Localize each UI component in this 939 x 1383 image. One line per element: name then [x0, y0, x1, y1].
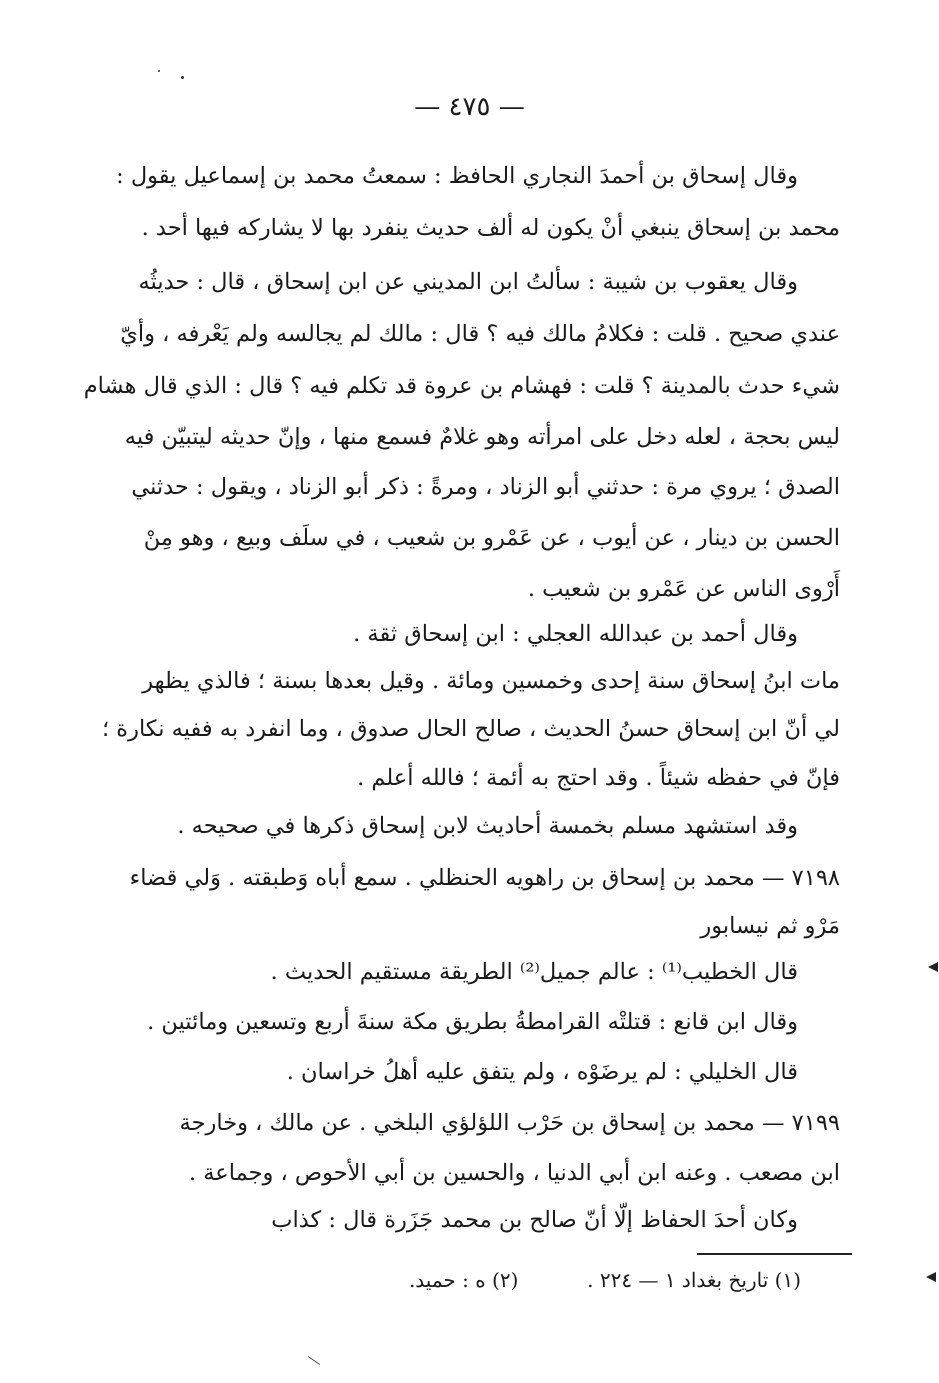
- text-line: وقال أحمد بن عبدالله العجلي : ابن إسحاق ثقة .: [353, 621, 798, 647]
- scan-scratch: [308, 1356, 320, 1365]
- text-line: شيء حدث بالمدينة ؟ قلت : فهشام بن عروة قد تكلم فيه ؟ قال : الذي قال هشام: [83, 373, 840, 399]
- text-line: قال الخطيب⁽¹⁾ : عالم جميل⁽²⁾ الطريقة مستقيم الحديث .: [270, 959, 798, 985]
- scan-speck: [181, 76, 184, 79]
- text-line: قال الخليلي : لم يرضَوْه ، ولم يتفق عليه أهلُ خراسان .: [286, 1059, 798, 1085]
- text-line: أَرْوى الناس عن عَمْرو بن شعيب .: [527, 576, 840, 602]
- text-line: لي أنّ ابن إسحاق حسنُ الحديث ، صالح الحال صدوق ، وما انفرد به ففيه نكارة ؛: [101, 716, 840, 742]
- text-line: مَرْو ثم نيسابور: [700, 913, 840, 939]
- text-line: وقال ابن قانع : قتلتْه القرامطةُ بطريق مكة سنةَ أربع وتسعين ومائتين .: [147, 1009, 798, 1035]
- text-line: الصدق ؛ يروي مرة : حدثني أبو الزناد ، ومرةً : ذكر أبو الزناد ، ويقول : حدثني: [131, 474, 840, 500]
- margin-mark: [926, 1272, 936, 1282]
- text-line: وكان أحدَ الحفاظ إلّا أنّ صالح بن محمد جَزَرة قال : كذاب: [271, 1207, 798, 1233]
- text-line: فإنّ في حفظه شيئاً . وقد احتج به أئمة ؛ فالله أعلم .: [357, 765, 840, 791]
- footnote-2: (٢) ه : حميد.: [408, 1268, 519, 1292]
- page-number: — ٤٧٥ —: [414, 92, 525, 122]
- text-line: مات ابنُ إسحاق سنة إحدى وخمسين ومائة . وقيل بعدها بسنة ؛ فالذي يظهر: [142, 668, 840, 694]
- scan-speck: [158, 70, 160, 72]
- text-line: محمد بن إسحاق ينبغي أنْ يكون له ألف حديث ينفرد بها لا يشاركه فيها أحد .: [141, 215, 840, 241]
- text-line: عندي صحيح . قلت : فكلامُ مالك فيه ؟ قال : مالك لم يجالسه ولم يَعْرفه ، وأيّ: [120, 321, 840, 347]
- margin-mark: [928, 962, 938, 972]
- text-line: ٧١٩٩ — محمد بن إسحاق بن حَرْب اللؤلؤي البلخي . عن مالك ، وخارجة: [179, 1110, 840, 1136]
- footnote-divider: [697, 1253, 852, 1255]
- footnote-1: (١) تاريخ بغداد ١ — ٢٢٤ .: [587, 1268, 801, 1292]
- text-line: ٧١٩٨ — محمد بن إسحاق بن راهويه الحنظلي . سمع أباه وَطبقته . وَلي قضاء: [129, 865, 840, 891]
- text-line: وقال إسحاق بن أحمدَ النجاري الحافظ : سمعتُ محمد بن إسماعيل يقول :: [116, 163, 798, 189]
- text-line: الحسن بن دينار ، عن أيوب ، عن عَمْرو بن شعيب ، في سلَف وبيع ، وهو مِنْ: [143, 525, 840, 551]
- text-line: ابن مصعب . وعنه ابن أبي الدنيا ، والحسين بن أبي الأحوص ، وجماعة .: [188, 1160, 840, 1186]
- text-line: وقد استشهد مسلم بخمسة أحاديث لابن إسحاق ذكرها في صحيحه .: [177, 813, 798, 839]
- text-line: ليس بحجة ، لعله دخل على امرأته وهو غلامٌ فسمع منها ، وإنّ حديثه ليتبيّن فيه: [124, 424, 840, 450]
- text-line: وقال يعقوب بن شيبة : سألتُ ابن المديني عن ابن إسحاق ، قال : حديثُه: [138, 269, 798, 295]
- footnotes: [409, 1263, 801, 1297]
